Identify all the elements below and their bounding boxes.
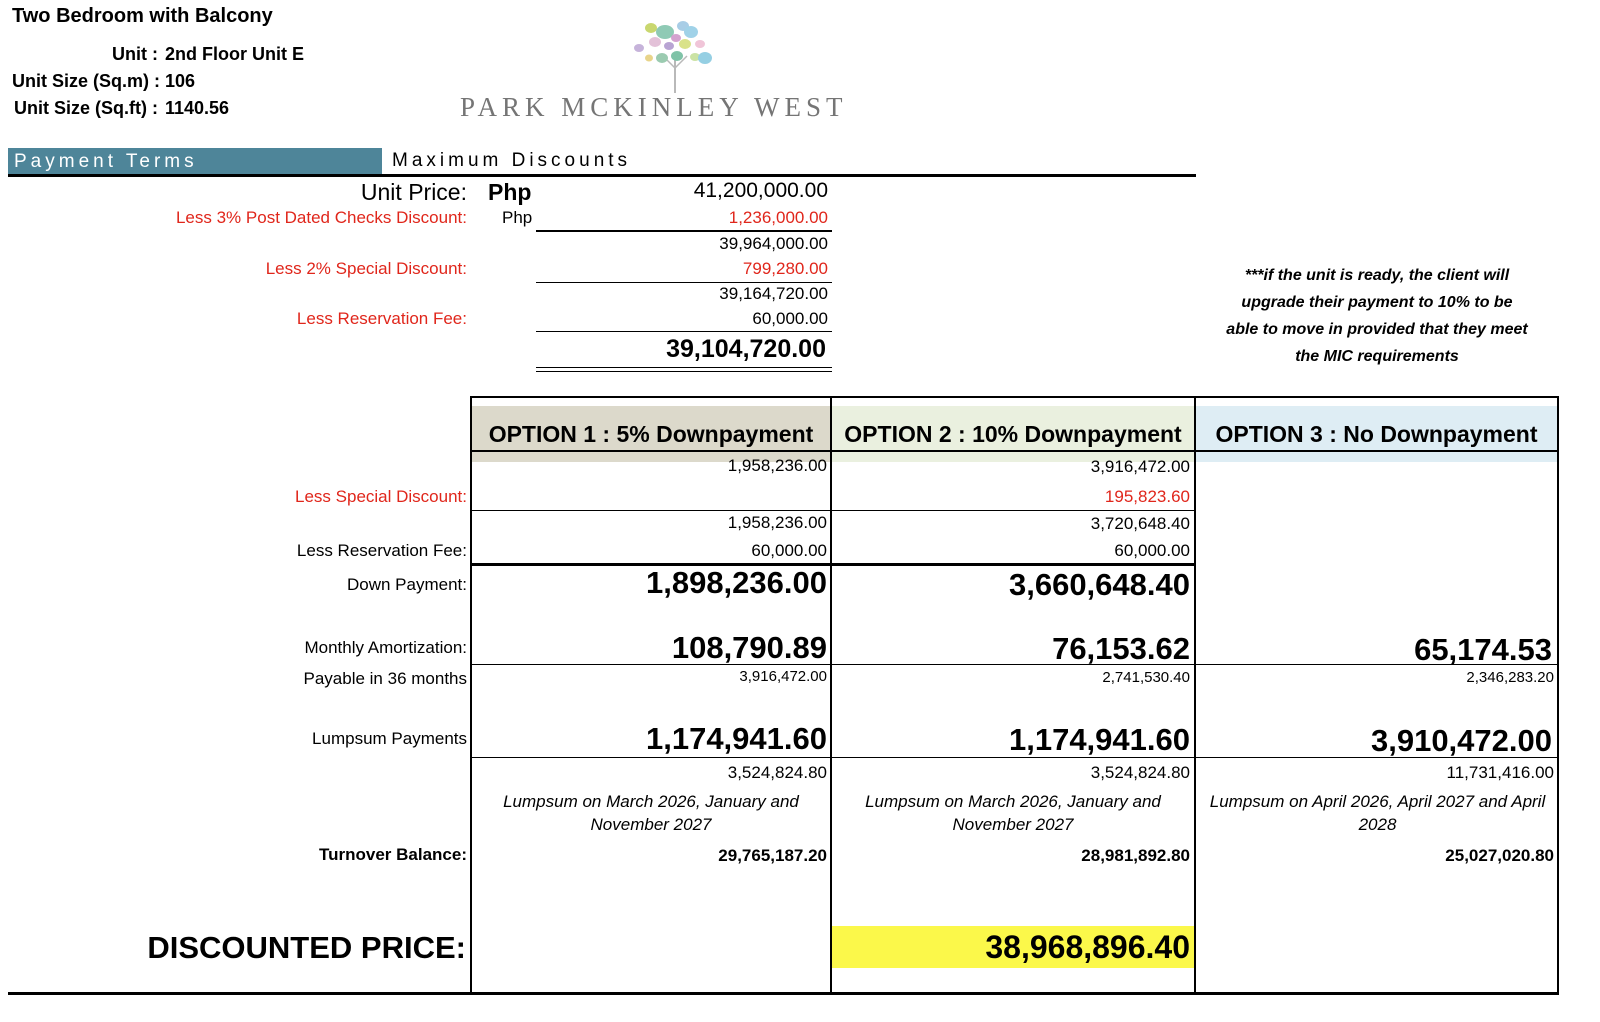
opt1-turnover: 29,765,187.20	[718, 846, 827, 865]
discounted-price-label: DISCOUNTED PRICE:	[147, 930, 466, 965]
divider	[536, 230, 832, 232]
opt3-lumpsum: 3,910,472.00	[1370, 723, 1552, 758]
option-2-header: OPTION 2 : 10% Downpayment	[832, 406, 1194, 462]
opt1-down-payment: 1,898,236.00	[645, 565, 827, 600]
opt1-dp-after-special: 1,958,236.00	[727, 513, 827, 532]
divider	[536, 331, 832, 332]
opt2-dp-gross: 3,916,472.00	[1090, 457, 1190, 476]
table-border	[830, 396, 832, 993]
unit-price-label: Unit Price:	[360, 179, 467, 205]
divider	[536, 282, 832, 283]
opt3-lumpsum-note: Lumpsum on April 2026, April 2027 and April 2028	[1209, 792, 1546, 834]
monthly-amortization-label: Monthly Amortization:	[304, 638, 467, 657]
tabs-underline	[8, 174, 1196, 177]
note-line: able to move in provided that they meet	[1226, 321, 1528, 338]
opt1-payable-total: 3,916,472.00	[739, 668, 827, 685]
opt3-payable-total: 2,346,283.20	[1466, 669, 1554, 686]
lumpsum-payments-label: Lumpsum Payments	[312, 729, 467, 748]
table-border	[1557, 396, 1559, 993]
opt1-dp-gross: 1,958,236.00	[727, 456, 827, 475]
table-top-border	[470, 396, 1559, 398]
opt2-reservation: 60,000.00	[1114, 541, 1190, 560]
after-special-value: 39,164,720.00	[719, 284, 828, 303]
currency-php-bold: Php	[488, 179, 532, 205]
less-reservation-fee-label: Less Reservation Fee:	[296, 541, 467, 560]
opt1-lumpsum-note: Lumpsum on March 2026, January and November 2027	[503, 792, 799, 834]
opt3-lumpsum-total: 11,731,416.00	[1446, 763, 1554, 782]
double-underline-bottom	[536, 371, 832, 372]
row-divider	[470, 510, 1196, 511]
unit-size-sqm-label: Unit Size (Sq.m) :	[12, 71, 160, 91]
unit-value: 2nd Floor Unit E	[165, 44, 304, 64]
table-bottom-border	[8, 992, 1559, 995]
opt2-dp-after-special: 3,720,648.40	[1090, 514, 1190, 533]
pdc-discount-label: Less 3% Post Dated Checks Discount:	[175, 208, 467, 227]
option-3-header: OPTION 3 : No Downpayment	[1196, 406, 1557, 462]
unit-price-value: 41,200,000.00	[693, 179, 828, 202]
opt2-discounted-price: 38,968,896.40	[985, 929, 1190, 965]
note-line: upgrade their payment to 10% to be	[1241, 294, 1513, 311]
header-bottom-border	[470, 450, 1559, 452]
unit-size-sqft-label: Unit Size (Sq.ft) :	[14, 98, 158, 118]
opt1-lumpsum: 1,174,941.60	[645, 721, 827, 756]
reservation-fee-label: Less Reservation Fee:	[296, 309, 467, 328]
opt3-turnover: 25,027,020.80	[1445, 846, 1554, 865]
opt2-lumpsum-note: Lumpsum on March 2026, January and November 2027	[865, 792, 1161, 834]
tab-payment-terms-label: Payment Terms	[14, 151, 198, 172]
unit-label: Unit :	[112, 44, 158, 64]
opt2-lumpsum: 1,174,941.60	[1008, 722, 1190, 757]
unit-size-sqm-value: 106	[165, 71, 196, 91]
unit-size-sqft-value: 1140.56	[165, 98, 230, 118]
special-discount-value: 799,280.00	[742, 259, 828, 278]
note-line: the MIC requirements	[1295, 348, 1459, 365]
turnover-balance-label: Turnover Balance:	[318, 845, 467, 864]
opt2-lumpsum-total: 3,524,824.80	[1090, 763, 1190, 782]
net-total-value: 39,104,720.00	[666, 335, 826, 363]
opt2-special: 195,823.60	[1104, 487, 1190, 506]
down-payment-label: Down Payment:	[347, 575, 467, 594]
table-border	[1194, 396, 1196, 993]
opt1-monthly: 108,790.89	[671, 630, 827, 665]
special-discount-label: Less 2% Special Discount:	[265, 259, 467, 278]
double-underline-top	[536, 367, 832, 368]
tree-logo-icon	[625, 18, 725, 93]
payable-months-label: Payable in 36 months	[303, 669, 467, 688]
option-1-header: OPTION 1 : 5% Downpayment	[472, 406, 830, 462]
currency-php: Php	[502, 208, 533, 227]
note-line: ***if the unit is ready, the client will	[1244, 267, 1510, 284]
table-border	[470, 396, 472, 993]
reservation-fee-value: 60,000.00	[752, 309, 828, 328]
pdc-discount-value: 1,236,000.00	[728, 208, 828, 227]
logo-wordmark: PARK MCKINLEY WEST	[460, 92, 848, 122]
opt2-monthly: 76,153.62	[1052, 631, 1190, 666]
opt1-lumpsum-total: 3,524,824.80	[727, 763, 827, 782]
ready-unit-note	[1196, 262, 1558, 370]
unit-type-title: Two Bedroom with Balcony	[12, 5, 273, 27]
opt2-down-payment: 3,660,648.40	[1008, 567, 1190, 602]
opt2-payable-total: 2,741,530.40	[1102, 669, 1190, 686]
opt2-turnover: 28,981,892.80	[1081, 846, 1190, 865]
tab-maximum-discounts[interactable]: Maximum Discounts	[392, 150, 632, 171]
opt1-reservation: 60,000.00	[751, 541, 827, 560]
tab-payment-terms[interactable]	[8, 148, 382, 175]
less-special-discount-label: Less Special Discount:	[295, 487, 467, 506]
after-pdc-value: 39,964,000.00	[719, 234, 828, 253]
opt3-monthly: 65,174.53	[1414, 632, 1552, 667]
